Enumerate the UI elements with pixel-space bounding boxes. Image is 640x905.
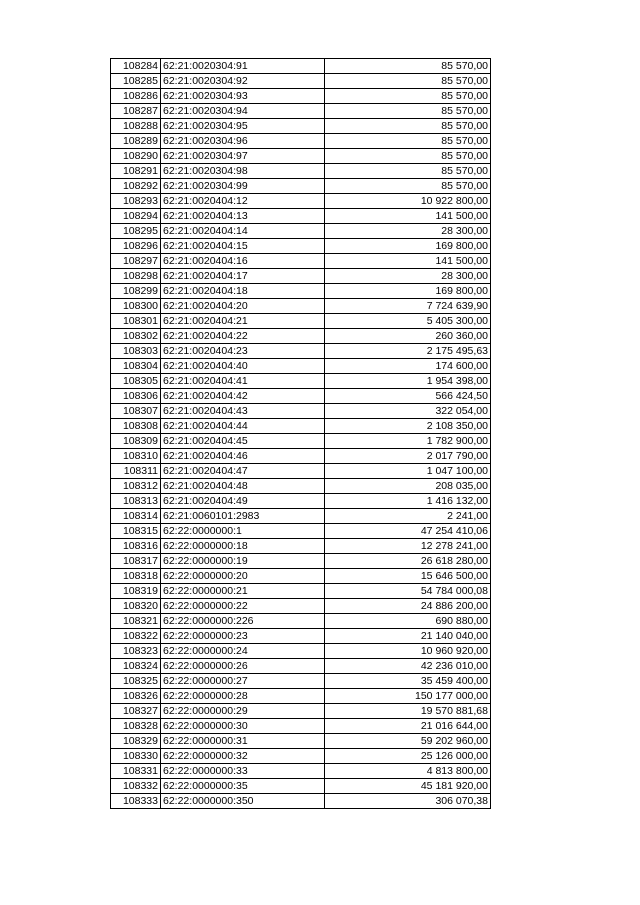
cadastral-value-cell: 85 570,00 (325, 179, 491, 194)
table-row (111, 599, 491, 614)
table-row (111, 164, 491, 179)
table-row (111, 614, 491, 629)
cadastral-number-cell: 62:21:0020404:49 (161, 494, 325, 509)
table-row (111, 689, 491, 704)
cadastral-value-cell: 1 954 398,00 (325, 374, 491, 389)
row-number-cell: 108326 (111, 689, 161, 704)
row-number-cell: 108322 (111, 629, 161, 644)
row-number-cell: 108291 (111, 164, 161, 179)
cadastral-number-cell: 62:22:0000000:226 (161, 614, 325, 629)
row-number-cell: 108306 (111, 389, 161, 404)
table-row (111, 299, 491, 314)
cadastral-number-cell: 62:22:0000000:22 (161, 599, 325, 614)
row-number-cell: 108323 (111, 644, 161, 659)
row-number-cell: 108332 (111, 779, 161, 794)
table-row (111, 659, 491, 674)
table-row (111, 569, 491, 584)
cadastral-number-cell: 62:22:0000000:33 (161, 764, 325, 779)
cadastral-value-cell: 85 570,00 (325, 119, 491, 134)
cadastral-number-cell: 62:22:0000000:24 (161, 644, 325, 659)
row-number-cell: 108324 (111, 659, 161, 674)
row-number-cell: 108292 (111, 179, 161, 194)
cadastral-value-cell: 322 054,00 (325, 404, 491, 419)
cadastral-value-cell: 15 646 500,00 (325, 569, 491, 584)
cadastral-value-cell: 1 416 132,00 (325, 494, 491, 509)
table-row (111, 359, 491, 374)
cadastral-value-cell: 21 016 644,00 (325, 719, 491, 734)
cadastral-number-cell: 62:21:0020404:41 (161, 374, 325, 389)
cadastral-value-cell: 28 300,00 (325, 269, 491, 284)
cadastral-number-cell: 62:21:0020404:17 (161, 269, 325, 284)
cadastral-number-cell: 62:21:0020404:20 (161, 299, 325, 314)
cadastral-value-cell: 59 202 960,00 (325, 734, 491, 749)
row-number-cell: 108290 (111, 149, 161, 164)
row-number-cell: 108302 (111, 329, 161, 344)
row-number-cell: 108307 (111, 404, 161, 419)
cadastral-number-cell: 62:21:0020304:99 (161, 179, 325, 194)
cadastral-number-cell: 62:21:0020404:18 (161, 284, 325, 299)
cadastral-value-cell: 141 500,00 (325, 209, 491, 224)
table-row (111, 464, 491, 479)
row-number-cell: 108312 (111, 479, 161, 494)
cadastral-number-cell: 62:22:0000000:350 (161, 794, 325, 809)
cadastral-number-cell: 62:21:0020304:91 (161, 59, 325, 74)
cadastral-value-cell: 45 181 920,00 (325, 779, 491, 794)
table-row (111, 434, 491, 449)
cadastral-value-cell: 2 241,00 (325, 509, 491, 524)
cadastral-value-cell: 47 254 410,06 (325, 524, 491, 539)
row-number-cell: 108330 (111, 749, 161, 764)
row-number-cell: 108288 (111, 119, 161, 134)
cadastral-value-cell: 26 618 280,00 (325, 554, 491, 569)
row-number-cell: 108333 (111, 794, 161, 809)
row-number-cell: 108286 (111, 89, 161, 104)
row-number-cell: 108315 (111, 524, 161, 539)
cadastral-number-cell: 62:21:0020404:14 (161, 224, 325, 239)
cadastral-value-cell: 85 570,00 (325, 164, 491, 179)
row-number-cell: 108317 (111, 554, 161, 569)
row-number-cell: 108284 (111, 59, 161, 74)
table-row (111, 449, 491, 464)
cadastral-number-cell: 62:21:0020404:46 (161, 449, 325, 464)
table-row (111, 524, 491, 539)
table-row (111, 404, 491, 419)
table-row (111, 239, 491, 254)
table-row (111, 704, 491, 719)
cadastral-number-cell: 62:21:0020304:92 (161, 74, 325, 89)
cadastral-number-cell: 62:22:0000000:23 (161, 629, 325, 644)
cadastral-value-cell: 85 570,00 (325, 74, 491, 89)
cadastral-number-cell: 62:22:0000000:1 (161, 524, 325, 539)
row-number-cell: 108319 (111, 584, 161, 599)
cadastral-number-cell: 62:21:0020404:15 (161, 239, 325, 254)
table-row (111, 539, 491, 554)
cadastral-number-cell: 62:21:0020404:21 (161, 314, 325, 329)
table-row (111, 734, 491, 749)
cadastral-value-cell: 19 570 881,68 (325, 704, 491, 719)
cadastral-value-cell: 21 140 040,00 (325, 629, 491, 644)
cadastral-value-cell: 35 459 400,00 (325, 674, 491, 689)
cadastral-value-cell: 566 424,50 (325, 389, 491, 404)
cadastral-number-cell: 62:21:0020404:43 (161, 404, 325, 419)
cadastral-value-cell: 85 570,00 (325, 134, 491, 149)
row-number-cell: 108305 (111, 374, 161, 389)
cadastral-value-cell: 7 724 639,90 (325, 299, 491, 314)
row-number-cell: 108303 (111, 344, 161, 359)
cadastral-number-cell: 62:22:0000000:19 (161, 554, 325, 569)
table-row (111, 554, 491, 569)
cadastral-value-cell: 169 800,00 (325, 284, 491, 299)
table-row (111, 719, 491, 734)
table-row (111, 254, 491, 269)
cadastral-value-cell: 306 070,38 (325, 794, 491, 809)
cadastral-value-cell: 260 360,00 (325, 329, 491, 344)
row-number-cell: 108328 (111, 719, 161, 734)
table-row (111, 224, 491, 239)
cadastral-number-cell: 62:22:0000000:27 (161, 674, 325, 689)
row-number-cell: 108311 (111, 464, 161, 479)
cadastral-number-cell: 62:22:0000000:29 (161, 704, 325, 719)
cadastral-value-table (110, 58, 491, 809)
cadastral-value-cell: 85 570,00 (325, 104, 491, 119)
cadastral-number-cell: 62:21:0020304:94 (161, 104, 325, 119)
table-row (111, 644, 491, 659)
cadastral-value-cell: 141 500,00 (325, 254, 491, 269)
cadastral-number-cell: 62:21:0020404:13 (161, 209, 325, 224)
row-number-cell: 108325 (111, 674, 161, 689)
row-number-cell: 108329 (111, 734, 161, 749)
cadastral-number-cell: 62:21:0020404:40 (161, 359, 325, 374)
cadastral-number-cell: 62:21:0020404:23 (161, 344, 325, 359)
cadastral-number-cell: 62:21:0020404:42 (161, 389, 325, 404)
table-row (111, 584, 491, 599)
cadastral-number-cell: 62:21:0020404:44 (161, 419, 325, 434)
cadastral-number-cell: 62:21:0020404:47 (161, 464, 325, 479)
row-number-cell: 108296 (111, 239, 161, 254)
cadastral-number-cell: 62:21:0020304:97 (161, 149, 325, 164)
cadastral-value-cell: 5 405 300,00 (325, 314, 491, 329)
table-row (111, 389, 491, 404)
table-row (111, 134, 491, 149)
cadastral-value-cell: 208 035,00 (325, 479, 491, 494)
cadastral-number-cell: 62:22:0000000:18 (161, 539, 325, 554)
cadastral-number-cell: 62:21:0020404:12 (161, 194, 325, 209)
cadastral-number-cell: 62:21:0060101:2983 (161, 509, 325, 524)
cadastral-value-cell: 85 570,00 (325, 149, 491, 164)
row-number-cell: 108320 (111, 599, 161, 614)
cadastral-number-cell: 62:21:0020404:16 (161, 254, 325, 269)
table-row (111, 104, 491, 119)
row-number-cell: 108285 (111, 74, 161, 89)
cadastral-number-cell: 62:22:0000000:21 (161, 584, 325, 599)
cadastral-value-cell: 28 300,00 (325, 224, 491, 239)
cadastral-value-cell: 10 960 920,00 (325, 644, 491, 659)
table-row (111, 344, 491, 359)
table-row (111, 284, 491, 299)
table-row (111, 509, 491, 524)
row-number-cell: 108293 (111, 194, 161, 209)
cadastral-number-cell: 62:22:0000000:30 (161, 719, 325, 734)
table-row (111, 59, 491, 74)
cadastral-value-cell: 1 782 900,00 (325, 434, 491, 449)
row-number-cell: 108310 (111, 449, 161, 464)
cadastral-value-cell: 10 922 800,00 (325, 194, 491, 209)
cadastral-number-cell: 62:22:0000000:31 (161, 734, 325, 749)
row-number-cell: 108331 (111, 764, 161, 779)
table-row (111, 779, 491, 794)
cadastral-number-cell: 62:22:0000000:20 (161, 569, 325, 584)
table-row (111, 89, 491, 104)
cadastral-value-cell: 150 177 000,00 (325, 689, 491, 704)
cadastral-value-cell: 169 800,00 (325, 239, 491, 254)
cadastral-number-cell: 62:22:0000000:26 (161, 659, 325, 674)
row-number-cell: 108299 (111, 284, 161, 299)
row-number-cell: 108309 (111, 434, 161, 449)
table-row (111, 194, 491, 209)
cadastral-value-cell: 174 600,00 (325, 359, 491, 374)
cadastral-value-cell: 42 236 010,00 (325, 659, 491, 674)
row-number-cell: 108295 (111, 224, 161, 239)
cadastral-number-cell: 62:22:0000000:32 (161, 749, 325, 764)
table-row (111, 149, 491, 164)
table-body (111, 59, 491, 809)
row-number-cell: 108316 (111, 539, 161, 554)
table-row (111, 794, 491, 809)
cadastral-value-cell: 1 047 100,00 (325, 464, 491, 479)
row-number-cell: 108321 (111, 614, 161, 629)
cadastral-value-cell: 24 886 200,00 (325, 599, 491, 614)
cadastral-number-cell: 62:21:0020304:93 (161, 89, 325, 104)
cadastral-value-cell: 2 017 790,00 (325, 449, 491, 464)
cadastral-number-cell: 62:21:0020304:98 (161, 164, 325, 179)
cadastral-value-cell: 2 175 495,63 (325, 344, 491, 359)
row-number-cell: 108300 (111, 299, 161, 314)
row-number-cell: 108294 (111, 209, 161, 224)
table-row (111, 749, 491, 764)
table-row (111, 329, 491, 344)
row-number-cell: 108314 (111, 509, 161, 524)
table-row (111, 374, 491, 389)
table-row (111, 764, 491, 779)
table-row (111, 494, 491, 509)
cadastral-value-cell: 12 278 241,00 (325, 539, 491, 554)
cadastral-number-cell: 62:22:0000000:28 (161, 689, 325, 704)
row-number-cell: 108327 (111, 704, 161, 719)
cadastral-value-cell: 85 570,00 (325, 89, 491, 104)
row-number-cell: 108298 (111, 269, 161, 284)
table-row (111, 74, 491, 89)
row-number-cell: 108308 (111, 419, 161, 434)
cadastral-number-cell: 62:21:0020404:48 (161, 479, 325, 494)
row-number-cell: 108297 (111, 254, 161, 269)
table-row (111, 629, 491, 644)
row-number-cell: 108289 (111, 134, 161, 149)
table-row (111, 269, 491, 284)
cadastral-value-cell: 4 813 800,00 (325, 764, 491, 779)
cadastral-number-cell: 62:21:0020404:45 (161, 434, 325, 449)
row-number-cell: 108301 (111, 314, 161, 329)
cadastral-value-cell: 690 880,00 (325, 614, 491, 629)
row-number-cell: 108287 (111, 104, 161, 119)
table-row (111, 179, 491, 194)
table-row (111, 674, 491, 689)
cadastral-number-cell: 62:21:0020304:96 (161, 134, 325, 149)
table-row (111, 419, 491, 434)
cadastral-value-cell: 85 570,00 (325, 59, 491, 74)
cadastral-value-cell: 25 126 000,00 (325, 749, 491, 764)
row-number-cell: 108304 (111, 359, 161, 374)
row-number-cell: 108318 (111, 569, 161, 584)
table-row (111, 479, 491, 494)
cadastral-value-cell: 2 108 350,00 (325, 419, 491, 434)
table-row (111, 119, 491, 134)
cadastral-number-cell: 62:21:0020304:95 (161, 119, 325, 134)
cadastral-number-cell: 62:21:0020404:22 (161, 329, 325, 344)
row-number-cell: 108313 (111, 494, 161, 509)
cadastral-number-cell: 62:22:0000000:35 (161, 779, 325, 794)
cadastral-value-cell: 54 784 000,08 (325, 584, 491, 599)
table-row (111, 209, 491, 224)
table-row (111, 314, 491, 329)
